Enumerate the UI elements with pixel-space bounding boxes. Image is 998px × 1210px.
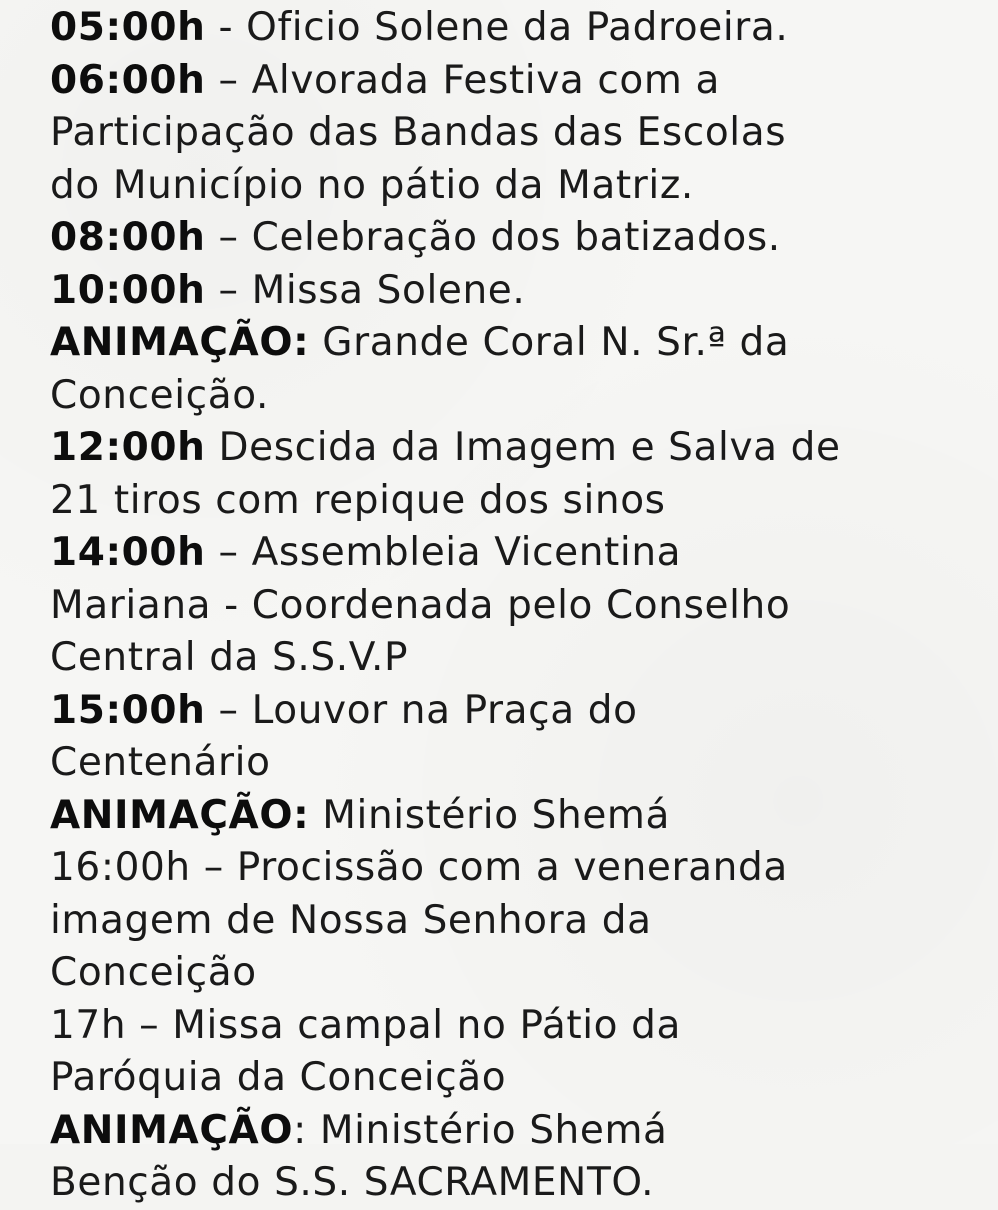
line-text: Benção do S.S. SACRAMENTO.	[50, 1160, 655, 1205]
schedule-line	[50, 2, 980, 55]
line-text: : Ministério Shemá	[293, 1107, 668, 1153]
schedule-line	[50, 790, 980, 843]
schedule-line	[50, 895, 980, 948]
animation-label: ANIMAÇÃO:	[50, 320, 310, 365]
time-label: 10:00h	[50, 267, 206, 313]
line-text: Ministério Shemá	[309, 792, 671, 838]
line-text: – Celebração dos batizados.	[205, 215, 781, 260]
time-label: 12:00h	[50, 425, 206, 470]
time-label: 15:00h	[50, 687, 206, 733]
line-text: Conceição.	[50, 372, 269, 418]
schedule-line	[50, 370, 980, 423]
time-label: 06:00h	[50, 57, 206, 103]
schedule-line	[50, 527, 980, 580]
schedule-line	[50, 55, 980, 108]
line-text: 16:00h – Procissão com a veneranda	[50, 845, 788, 890]
animation-label: ANIMAÇÃO:	[50, 792, 310, 838]
schedule-line	[50, 475, 980, 528]
line-text: – Assembleia Vicentina	[205, 530, 682, 575]
line-text: Descida da Imagem e Salva de	[205, 425, 841, 470]
schedule-line	[50, 842, 980, 895]
line-text: – Missa Solene.	[205, 267, 526, 313]
schedule-line	[50, 685, 980, 738]
schedule-line	[50, 107, 980, 160]
schedule-line	[50, 212, 980, 265]
line-text: Centenário	[50, 740, 271, 785]
line-text: Paróquia da Conceição	[50, 1055, 507, 1100]
line-text: – Louvor na Praça do	[205, 687, 638, 733]
schedule-line	[50, 317, 980, 370]
schedule-line	[50, 1157, 980, 1210]
time-label: 05:00h	[50, 5, 206, 50]
schedule-line	[50, 1105, 980, 1158]
line-text: Conceição	[50, 950, 257, 995]
schedule-line	[50, 580, 980, 633]
time-label: 08:00h	[50, 215, 206, 260]
schedule-line	[50, 160, 980, 213]
schedule-text	[50, 2, 980, 1210]
animation-label: ANIMAÇÃO	[50, 1107, 294, 1153]
line-text: Central da S.S.V.P	[50, 635, 409, 680]
line-text: - Oficio Solene da Padroeira.	[205, 5, 789, 50]
line-text: 21 tiros com repique dos sinos	[50, 477, 666, 523]
schedule-line	[50, 1052, 980, 1105]
line-text: – Alvorada Festiva com a	[205, 57, 720, 103]
schedule-line	[50, 947, 980, 1000]
line-text: Mariana - Coordenada pelo Conselho	[50, 582, 791, 628]
schedule-line	[50, 422, 980, 475]
time-label: 14:00h	[50, 530, 206, 575]
schedule-line	[50, 265, 980, 318]
schedule-line	[50, 632, 980, 685]
line-text: 17h – Missa campal no Pátio da	[50, 1002, 681, 1048]
line-text: Participação das Bandas das Escolas	[50, 110, 787, 155]
line-text: do Município no pátio da Matriz.	[50, 162, 694, 208]
schedule-line	[50, 1000, 980, 1053]
line-text: Grande Coral N. Sr.ª da	[309, 320, 790, 365]
schedule-line	[50, 737, 980, 790]
line-text: imagem de Nossa Senhora da	[50, 897, 652, 943]
